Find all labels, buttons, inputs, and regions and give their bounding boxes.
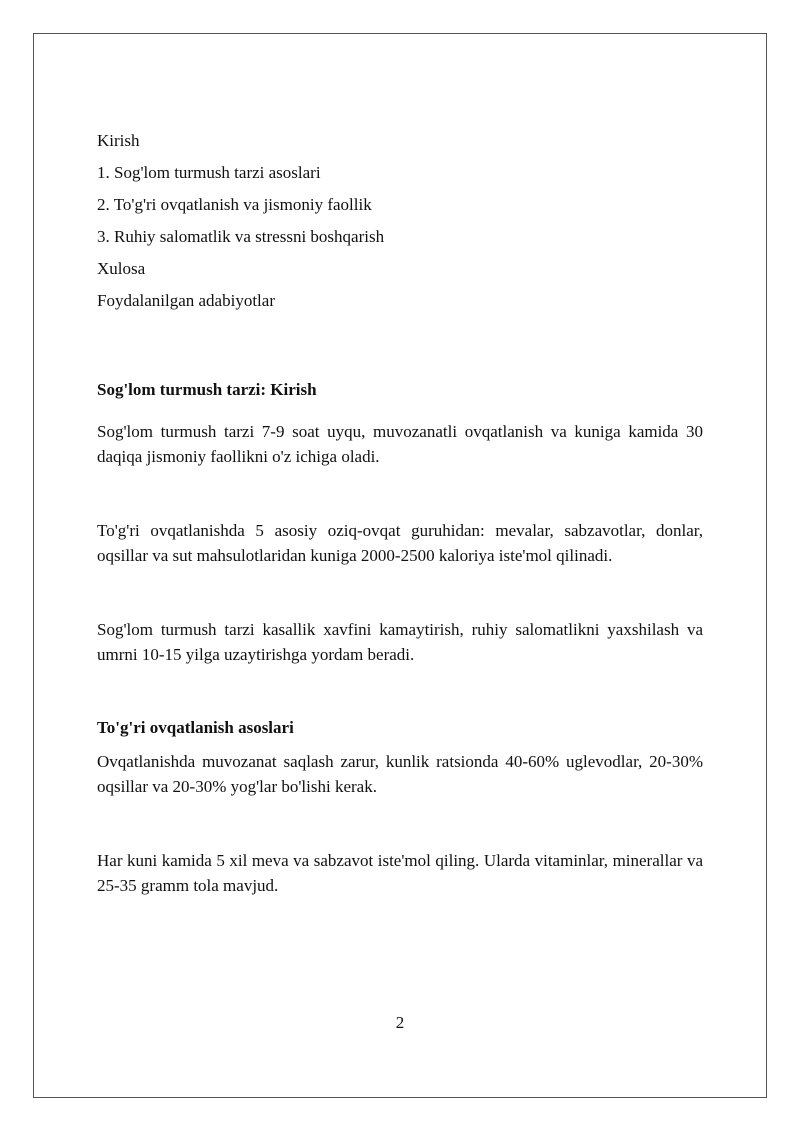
toc-item-conclusion: Xulosa — [97, 259, 146, 278]
section1-paragraph-2: To'g'ri ovqatlanishda 5 asosiy oziq-ovqat guruhidan: mevalar, sabzavotlar, donlar, oqsillar va sut mahsulotlaridan kuniga 2000-2500 kaloriya iste'mol qilinadi. — [97, 521, 703, 565]
section2-paragraph-2: Har kuni kamida 5 xil meva va sabzavot iste'mol qiling. Ularda vitaminlar, minerallar va 25-35 gramm tola mavjud. — [97, 851, 703, 895]
section1-paragraph-3: Sog'lom turmush tarzi kasallik xavfini kamaytirish, ruhiy salomatlikni yaxshilash va umrni 10-15 yilga uzaytirishga yordam beradi. — [97, 620, 703, 664]
section1-paragraph-1: Sog'lom turmush tarzi 7-9 soat uyqu, muvozanatli ovqatlanish va kuniga kamida 30 daqiqa jismoniy faollikni o'z ichiga oladi. — [97, 422, 703, 466]
toc-item-references: Foydalanilgan adabiyotlar — [97, 291, 275, 310]
section1-heading: Sog'lom turmush tarzi: Kirish — [97, 380, 317, 399]
toc-item-1: 1. Sog'lom turmush tarzi asoslari — [97, 163, 321, 182]
section2-heading: To'g'ri ovqatlanish asoslari — [97, 718, 294, 737]
section2-paragraph-1: Ovqatlanishda muvozanat saqlash zarur, kunlik ratsionda 40-60% uglevodlar, 20-30% oqsillar va 20-30% yog'lar bo'lishi kerak. — [97, 752, 703, 796]
document-body — [97, 128, 703, 898]
page-number: 2 — [395, 1013, 405, 1032]
toc-item-3: 3. Ruhiy salomatlik va stressni boshqarish — [97, 227, 385, 246]
toc-item-2: 2. To'g'ri ovqatlanish va jismoniy faollik — [97, 195, 372, 214]
toc-item-intro: Kirish — [97, 131, 140, 150]
table-of-contents — [97, 128, 703, 313]
